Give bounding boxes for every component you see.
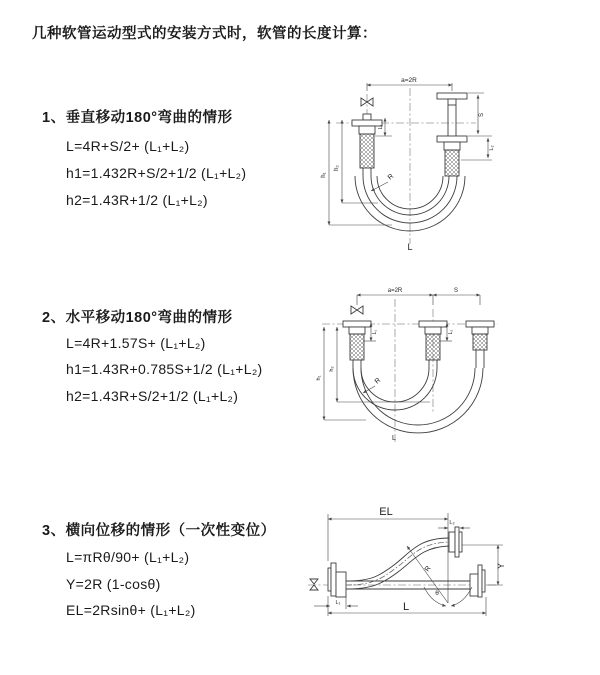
dim-label-s: S	[453, 288, 459, 294]
length-label: L	[407, 242, 413, 252]
dim-label-l1: L₁	[378, 124, 384, 130]
dim-label-a2r: a=2R	[401, 77, 417, 84]
hose-u-bend	[353, 368, 483, 433]
section2-formula-L: L=4R+1.57S+ (L₁+L₂)	[66, 335, 206, 351]
section1-formula-h1: h1=1.432R+S/2+1/2 (L₁+L₂)	[66, 165, 247, 181]
left-fitting	[343, 321, 371, 368]
radius-label: R	[386, 172, 396, 182]
left-fitting	[352, 114, 382, 176]
original-pipe	[346, 565, 485, 597]
section3-heading: 3、横向位移的情形（一次性变位）	[42, 523, 276, 539]
section2-heading: 2、水平移动180°弯曲的情形	[42, 310, 233, 326]
dim-label-l2: L₂	[489, 145, 495, 151]
displaced-flange	[449, 527, 462, 557]
section1-formula-h2: h2=1.43R+1/2 (L₁+L₂)	[66, 192, 208, 208]
dim-label-h2: h₂	[329, 366, 335, 372]
dim-label-l2: L₂	[449, 520, 455, 526]
dim-label-l1: L₁	[335, 600, 341, 606]
braided-hose-section	[445, 150, 459, 176]
section1-formula-L: L=4R+S/2+ (L₁+L₂)	[66, 138, 190, 154]
section2-formula-h1: h1=1.43R+0.785S+1/2 (L₁+L₂)	[66, 361, 263, 377]
braided-hose-section	[360, 134, 374, 168]
dim-label-l1: L₁	[372, 329, 378, 335]
radius-label: R	[423, 564, 433, 574]
right-fitting	[466, 321, 494, 368]
dim-label-el: EL	[379, 506, 393, 518]
diagram-lateral-displacement	[298, 493, 600, 671]
section3-formula-Y: Y=2R (1-cosθ)	[66, 576, 161, 592]
section3-formula-EL: EL=2Rsinθ+ (L₁+L₂)	[66, 602, 196, 618]
angle-label: θ	[435, 590, 439, 597]
valve-icon	[351, 306, 363, 314]
left-flange	[328, 563, 346, 597]
radius-label: R	[373, 376, 383, 386]
dim-label-s: S	[479, 112, 485, 118]
dim-label-h1: h₁	[316, 375, 322, 381]
dim-label-l2: L₂	[448, 329, 454, 335]
section1-heading: 1、垂直移动180°弯曲的情形	[42, 110, 233, 126]
dim-label-a2r: a=2R	[387, 288, 403, 294]
right-fitting	[437, 93, 467, 176]
length-label: L	[392, 435, 396, 442]
valve-icon	[310, 579, 318, 590]
diagram-horizontal-180-bend	[310, 283, 600, 453]
diagram-vertical-180-bend	[308, 70, 598, 262]
section3-formula-L: L=πRθ/90+ (L₁+L₂)	[66, 549, 190, 565]
dim-label-h1: h₁	[321, 172, 327, 178]
page-title: 几种软管运动型式的安装方式时，软管的长度计算：	[32, 26, 377, 42]
dim-label-h2: h₂	[334, 165, 340, 171]
length-label: L	[402, 601, 410, 613]
section2-formula-h2: h2=1.43R+S/2+1/2 (L₁+L₂)	[66, 388, 239, 404]
dim-label-y: Y	[496, 562, 506, 570]
